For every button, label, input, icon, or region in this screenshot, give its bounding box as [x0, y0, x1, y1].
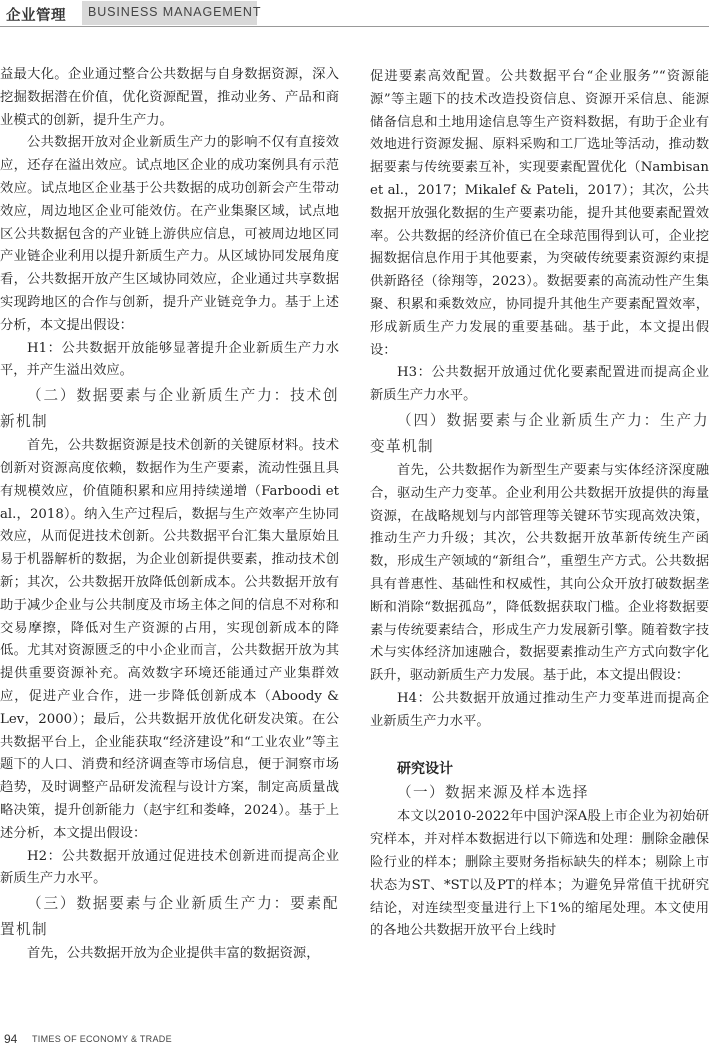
journal-name: TIMES OF ECONOMY & TRADE	[32, 1034, 172, 1044]
subheading-data-source: （一）数据来源及样本选择	[397, 784, 589, 802]
page-header	[0, 0, 709, 28]
paragraph-spillover: 公共数据开放对企业新质生产力的影响不仅有直接效应，还存在溢出效应。试点地区企业的成功案例具有示范效应。试点地区企业基于公共数据的成功创新会产生带动效应，周边地区企业可能效仿。在产业集聚区域，试点地区公共数据包含的产业链上游供应信息，可被周边地区同产业链企业利用以提升新质生产力。从区域协同发展角度看，公共数据开放产生区域协同效应，企业通过共享数据实现跨地区的合作与创新，提升产业链竞争力。基于上述分析，本文提出假设：	[0, 135, 339, 333]
section-title-cn: 企业管理	[6, 8, 66, 24]
subheading-factor-allocation: （三）数据要素与企业新质生产力：要素配置机制	[0, 895, 339, 939]
subheading-tech-innovation: （二）数据要素与企业新质生产力：技术创新机制	[0, 387, 339, 431]
header-rule	[0, 26, 709, 27]
hypothesis-h4: H4：公共数据开放通过推动生产力变革进而提高企业新质生产力水平。	[370, 690, 709, 729]
paragraph-productivity-change: 首先，公共数据作为新型生产要素与实体经济深度融合，驱动生产力变革。企业利用公共数据开放提供的海量资源，在战略规划与内部管理等关键环节实现高效决策，推动生产力升级；其次，公共数据开放革新传统生产函数，形成生产领域的“新组合”，重塑生产方式。公共数据具有普惠性、基础性和权威性，其向公众开放打破数据垄断和消除“数据孤岛”，降低数据获取门槛。企业将数据要素与传统要素结合，形成生产力发展新引擎。随着数字技术与实体经济加速融合，数据要素推动生产方式向数字化跃升，驱动新质生产力发展。基于此，本文提出假设：	[370, 462, 709, 684]
page-number: 94	[4, 1032, 18, 1046]
hypothesis-h2: H2：公共数据开放通过促进技术创新进而提高企业新质生产力水平。	[0, 848, 339, 887]
section-gap	[370, 734, 709, 758]
section-heading-research-design: 研究设计	[397, 760, 453, 777]
hypothesis-h1: H1：公共数据开放能够显著提升企业新质生产力水平，并产生溢出效应。	[0, 340, 339, 379]
paragraph-continued: 益最大化。企业通过整合公共数据与自身数据资源，深入挖掘数据潜在价值，优化资源配置，推动业务、产品和商业模式的创新，提升生产力。	[0, 67, 339, 128]
paragraph-factor-allocation-start: 首先，公共数据开放为企业提供丰富的数据资源，	[27, 946, 320, 962]
left-column	[0, 64, 339, 966]
paragraph-factor-allocation-cont: 促进要素高效配置。公共数据平台“企业服务”“资源能源”等主题下的技术改造投资信息、资源开采信息、能源储备信息和土地用途信息等生产资料数据，有助于企业有效地进行资源发掘、原料采购和工厂选址等活动，推动数据要素与传统要素互补，实现要素配置优化（Nambisan et al.，2017；Mikalef & Pateli，2017）；其次，公共数据开放强化数据的生产要素功能，提升其他要素配置效率。公共数据的经济价值已在全球范围得到认可，企业挖掘数据信息作用于其他要素，为突破传统要素资源约束提供新路径（徐翔等，2023）。数据要素的高流动性产生集聚、积累和乘数效应，协同提升其他生产要素配置效率，形成新质生产力发展的重要基础。基于此，本文提出假设：	[370, 69, 709, 358]
hypothesis-h3: H3：公共数据开放通过优化要素配置进而提高企业新质生产力水平。	[370, 365, 709, 404]
subheading-productivity-change: （四）数据要素与企业新质生产力：生产力变革机制	[370, 411, 709, 455]
paragraph-tech-innovation: 首先，公共数据资源是技术创新的关键原材料。技术创新对资源高度依赖，数据作为生产要素，流动性强且具有规模效应，价值随积累和应用持续递增（Farboodi et al.，2018）。纳入生产过程后，数据与生产效率产生协同效应，从而促进技术创新。公共数据平台汇集大量原始且易于机器解析的数据，为企业创新提供要素，推动技术创新；其次，公共数据开放降低创新成本。公共数据开放有助于减少企业与公共制度及市场主体之间的信息不对称和交易摩擦，降低对生产资源的占用，实现创新成本的降低。尤其对资源匮乏的中小企业而言，公共数据开放为其提供重要资源补充。高效数字环境还能通过产业集群效应，促进产业合作，进一步降低创新成本（Aboody & Lev，2000）；最后，公共数据开放优化研发决策。在公共数据平台上，企业能获取“经济建设”和“工业农业”等主题下的人口、消费和经济调查等市场信息，便于洞察市场趋势，及时调整产品研发流程与设计方案，制定高质量战略决策，提升创新能力（赵宇红和娄峰，2024）。基于上述分析，本文提出假设：	[0, 438, 339, 841]
right-column	[370, 66, 709, 943]
section-title-en: BUSINESS MANAGEMENT	[88, 5, 262, 19]
page-footer	[0, 1030, 709, 1048]
paragraph-data-source: 本文以2010-2022年中国沪深A股上市企业为初始研究样本，并对样本数据进行以下筛选和处理：删除金融保险行业的样本；删除主要财务指标缺失的样本；剔除上市状态为ST、*ST以及PT的样本；为避免异常值干扰研究结论，对连续型变量进行上下1%的缩尾处理。本文使用的各地公共数据开放平台上线时	[370, 809, 709, 939]
